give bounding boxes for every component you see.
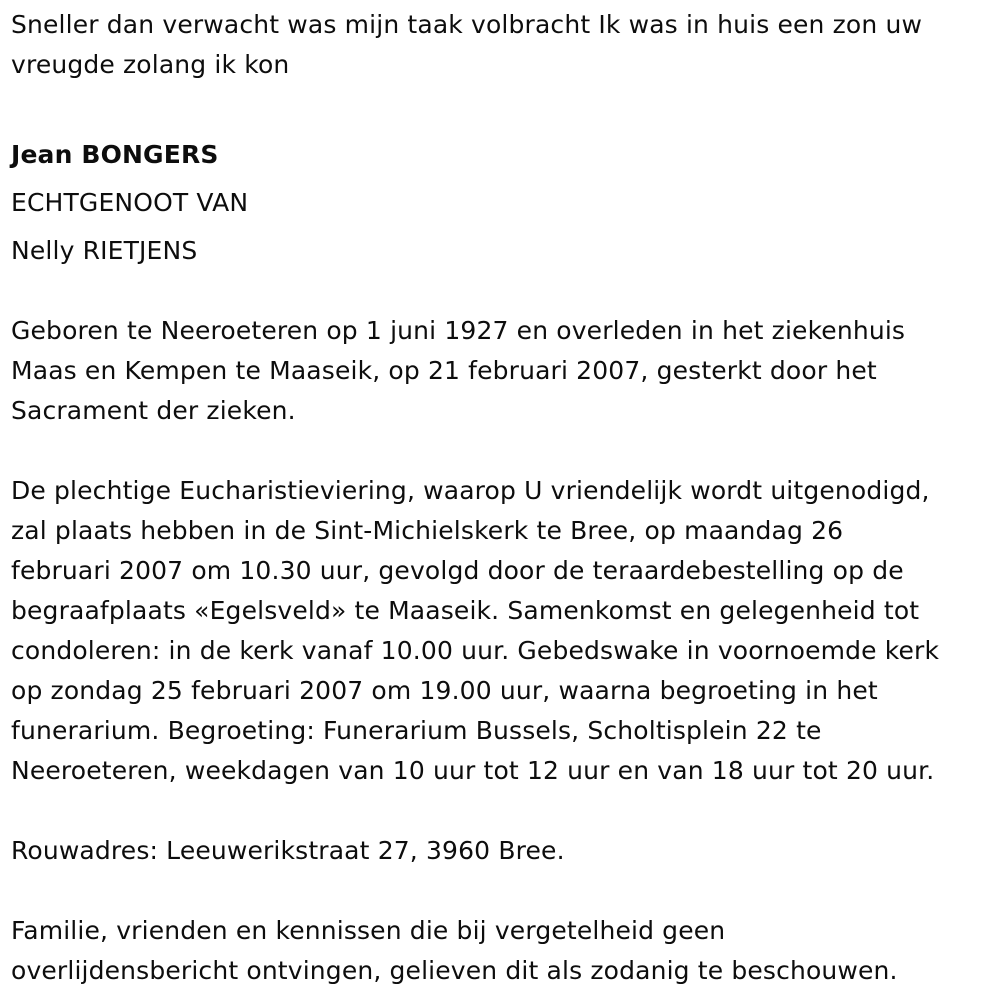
service-paragraph: De plechtige Eucharistieviering, waarop U vriendelijk wordt uitgenodigd, zal plaats hebben in de Sint-Michielskerk te Bree, op maandag 26 februari 2007 om 10.30 uur, gevolgd door de teraardebestelling op de begraafplaats «Egelsveld» te Maaseik. Samenkomst en gelegenheid tot condoleren: in de kerk vanaf 10.00 uur. Gebedswake in voornoemde kerk op zondag 25 februari 2007 om 19.00 uur, waarna begroeting in het funerarium. Begroeting: Funerarium Bussels, Scholtisplein 22 te Neeroeteren, weekdagen van 10 uur tot 12 uur en van 18 uur tot 20 uur. bbox=[11, 476, 940, 785]
spouse-name: Nelly RIETJENS bbox=[11, 236, 198, 265]
mourning-address: Rouwadres: Leeuwerikstraat 27, 3960 Bree. bbox=[11, 836, 565, 865]
spouse-label: ECHTGENOOT VAN bbox=[11, 188, 249, 217]
family-note: Familie, vrienden en kennissen die bij vergetelheid geen overlijdensbericht ontvingen, gelieven dit als zodanig te beschouwen. bbox=[11, 916, 898, 985]
opening-quote: Sneller dan verwacht was mijn taak volbracht Ik was in huis een zon uw vreugde zolang ik kon bbox=[11, 10, 923, 79]
deceased-name: Jean BONGERS bbox=[11, 140, 219, 169]
birth-death-paragraph: Geboren te Neeroeteren op 1 juni 1927 en overleden in het ziekenhuis Maas en Kempen te Maaseik, op 21 februari 2007, gesterkt door het Sacrament der zieken. bbox=[11, 316, 906, 425]
obituary-document bbox=[11, 0, 991, 991]
